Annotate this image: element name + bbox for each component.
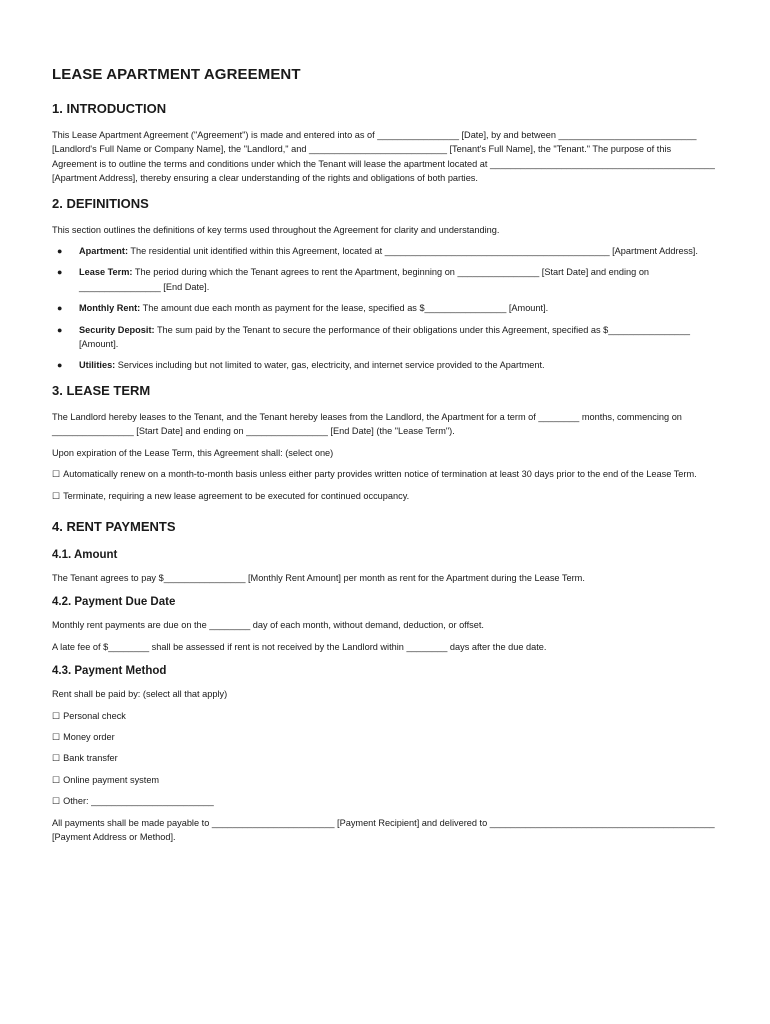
bullet-icon: ●: [57, 267, 63, 278]
definition-term: Lease Term:: [79, 267, 133, 278]
bullet-icon: ●: [57, 324, 63, 335]
bullet-icon: ●: [57, 360, 63, 371]
option-label: Money order: [63, 731, 115, 742]
definitions-list: [52, 244, 716, 373]
option-label: Online payment system: [63, 774, 160, 785]
checkbox-icon[interactable]: ☐: [52, 490, 61, 501]
checkbox-icon[interactable]: ☐: [52, 710, 61, 721]
definition-item: [57, 323, 716, 352]
definition-term: Monthly Rent:: [79, 303, 141, 314]
expiration-text: Upon expiration of the Lease Term, this Agreement shall: (select one): [52, 447, 334, 458]
definition-item: [57, 244, 716, 258]
checkbox-icon[interactable]: ☐: [52, 469, 61, 480]
checkbox-icon[interactable]: ☐: [52, 753, 61, 764]
definition-item: [57, 358, 716, 372]
option-terminate[interactable]: [52, 489, 716, 503]
option-personal-check[interactable]: [52, 709, 716, 723]
amount-text: The Tenant agrees to pay $________________ [Monthly Rent Amount] per month as rent for the Apartment during the Lease Term.: [52, 572, 585, 583]
late-fee-text: A late fee of $________ shall be assessed if rent is not received by the Landlord within ________ days after the due date.: [52, 641, 547, 652]
bullet-icon: ●: [57, 303, 63, 314]
option-bank-transfer[interactable]: [52, 751, 716, 765]
checkbox-icon[interactable]: ☐: [52, 774, 61, 785]
definition-term: Security Deposit:: [79, 324, 155, 335]
section-heading: 3. LEASE TERM: [52, 382, 151, 398]
section-heading: 4. RENT PAYMENTS: [52, 518, 176, 534]
definition-item: [57, 265, 716, 294]
checkbox-icon[interactable]: ☐: [52, 796, 61, 807]
definition-text: The amount due each month as payment for the lease, specified as $________________ [Amount].: [140, 303, 549, 314]
option-money-order[interactable]: [52, 730, 716, 744]
section-introduction: [52, 101, 716, 186]
definition-text: The sum paid by the Tenant to secure the performance of their obligations under this Agreement, specified as $________________ [Amount].: [79, 324, 691, 350]
option-label: Personal check: [63, 710, 126, 721]
option-auto-renew[interactable]: [52, 467, 716, 481]
definitions-intro: This section outlines the definitions of key terms used throughout the Agreement for clarity and understanding.: [52, 224, 500, 235]
subsection-heading: 4.1. Amount: [52, 548, 118, 561]
lease-term-text: The Landlord hereby leases to the Tenant, and the Tenant hereby leases from the Landlord, the Apartment for a term of ________ months, commencing on ________________ [Start Date] and ending on ________________ [End Date] (the "Lease Term").: [52, 411, 682, 437]
payable-text: All payments shall be made payable to ________________________ [Payment Recipient] and delivered to ____________________________________________ [Payment Address or Method].: [52, 817, 715, 842]
bullet-icon: ●: [57, 246, 63, 257]
definition-text: The period during which the Tenant agrees to rent the Apartment, beginning on ________________ [Start Date] and ending on ________________ [End Date].: [79, 267, 650, 292]
section-heading: 2. DEFINITIONS: [52, 195, 149, 211]
option-label: Automatically renew on a month-to-month basis unless either party provides written notice of termination at least 30 days prior to the end of the Lease Term.: [63, 469, 697, 480]
definition-text: Services including but not limited to water, gas, electricity, and internet service provided to the Apartment.: [115, 360, 545, 371]
definition-term: Utilities:: [79, 360, 116, 371]
option-other[interactable]: [52, 794, 716, 808]
definition-item: [57, 301, 716, 315]
section-heading: 1. INTRODUCTION: [52, 101, 167, 116]
subsection-heading: 4.2. Payment Due Date: [52, 596, 176, 609]
option-label: Terminate, requiring a new lease agreement to be executed for continued occupancy.: [63, 490, 410, 501]
section-definitions: [52, 196, 716, 373]
option-online-payment[interactable]: [52, 773, 716, 787]
subsection-heading: 4.3. Payment Method: [52, 665, 167, 678]
option-label: Bank transfer: [63, 753, 118, 764]
definition-term: Apartment:: [79, 246, 129, 257]
section-lease-term: [52, 383, 716, 503]
option-label: Other: ________________________: [63, 796, 214, 807]
due-date-text: Monthly rent payments are due on the ________ day of each month, without demand, deduction, or offset.: [52, 620, 484, 631]
document-title: LEASE APARTMENT AGREEMENT: [52, 66, 301, 83]
payment-method-intro: Rent shall be paid by: (select all that apply): [52, 689, 228, 700]
checkbox-icon[interactable]: ☐: [52, 731, 61, 742]
introduction-text: This Lease Apartment Agreement ("Agreement") is made and entered into as of ________________ [Date], by and between ___________________________ [Landlord's Full Name or Company Name], the "Landlord," and ___________________________ [Tenant's Full Name], the "Tenant." The purpose of this Agreement is to outline the terms and conditions under which the Tenant will lease the apartment located at ____________________________________________ [Apartment Address], thereby ensuring a clear understanding of the rights and obligations of both parties.: [52, 130, 715, 184]
section-rent-payments: [52, 519, 716, 844]
definition-text: The residential unit identified within this Agreement, located at ____________________________________________ [Apartment Address].: [128, 246, 698, 257]
